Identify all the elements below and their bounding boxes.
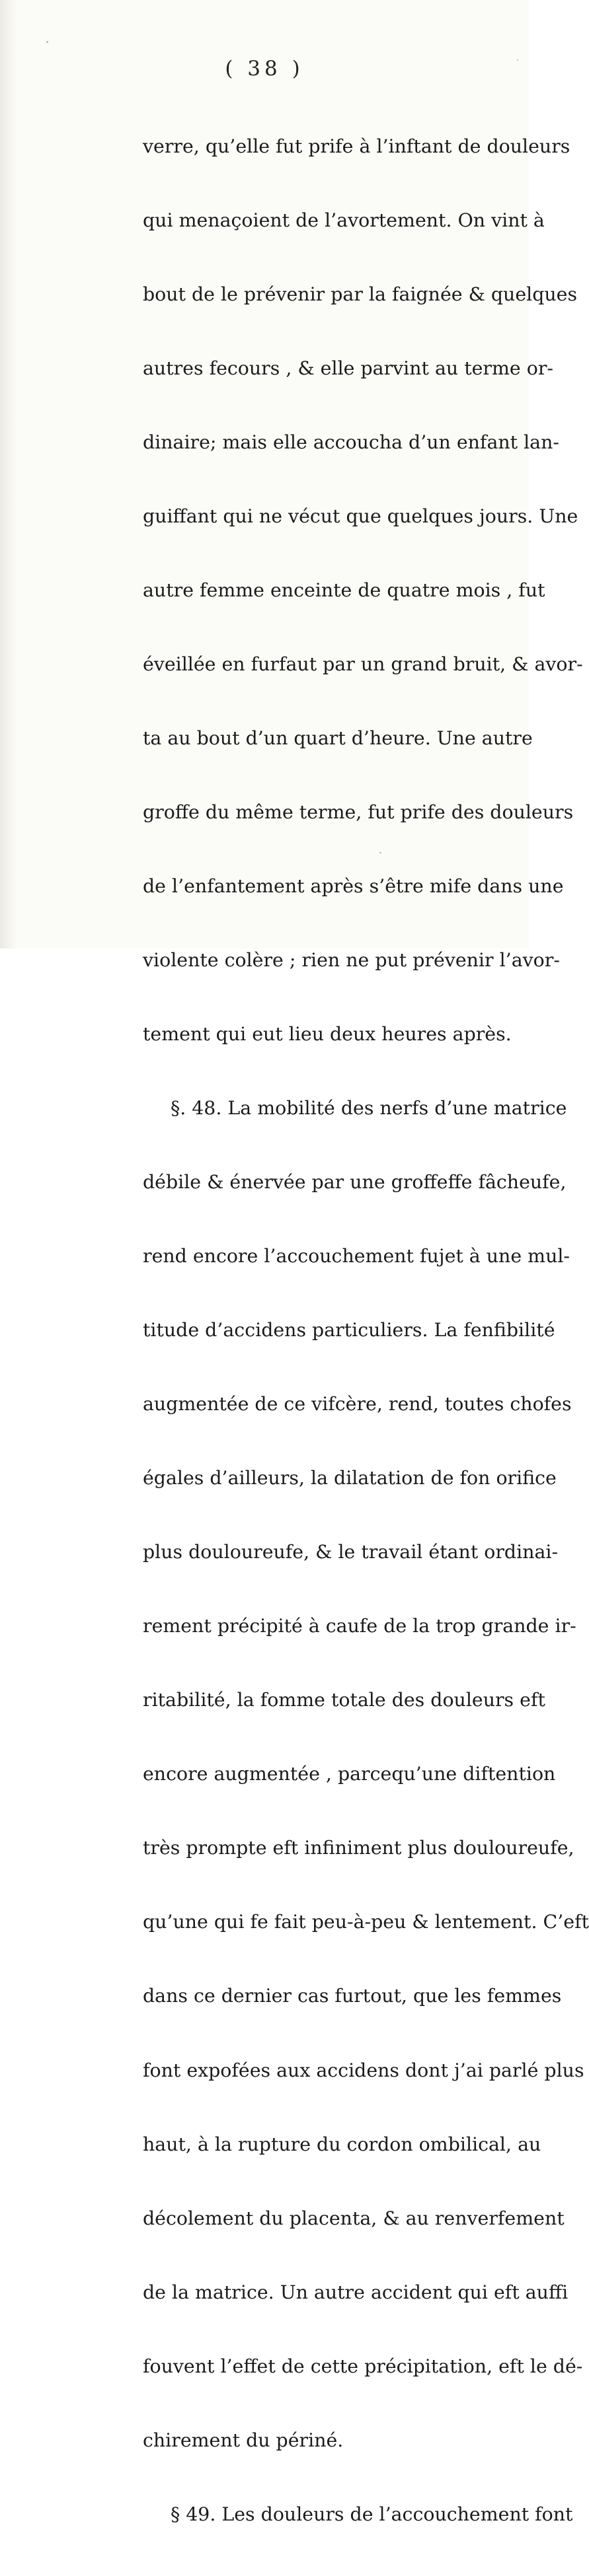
text-line: dinaire; mais elle accoucha d’un enfant lan- bbox=[143, 431, 559, 453]
text-line: bout de le prévenir par la faignée & quelques bbox=[143, 283, 578, 305]
text-line: groffe du même terme, fut prife des douleurs bbox=[143, 801, 574, 823]
page-number: ( 38 ) bbox=[225, 57, 304, 81]
text-line: éveillée en furfaut par un grand bruit, & avor- bbox=[143, 653, 583, 675]
paper-speck bbox=[517, 59, 518, 61]
text-line: encore augmentée , parcequ’une diftention bbox=[143, 1763, 556, 1785]
paper-speck bbox=[46, 41, 48, 43]
text-line: rend encore l’accouchement fujet à une mul- bbox=[143, 1245, 570, 1268]
text-line: dans ce dernier cas furtout, que les femmes bbox=[143, 1985, 562, 2007]
text-line: de l’enfantement après s’être mife dans une bbox=[143, 875, 564, 897]
text-line: autre femme enceinte de quatre mois , fut bbox=[143, 579, 545, 601]
text-line: tement qui eut lieu deux heures après. bbox=[143, 1023, 512, 1046]
text-line: augmentée de ce vifcère, rend, toutes chofes bbox=[143, 1393, 572, 1415]
page-edge-shadow bbox=[0, 0, 17, 948]
text-line: décolement du placenta, & au renverfement bbox=[143, 2207, 565, 2229]
text-line: qu’une qui fe fait peu-à-peu & lentement. C’eft bbox=[143, 1911, 589, 1933]
text-line: verre, qu’elle fut prife à l’inftant de douleurs bbox=[143, 135, 570, 157]
section-heading-line: §. 48. La mobilité des nerfs d’une matrice bbox=[171, 1097, 567, 1120]
text-line: autres fecours , & elle parvint au terme or- bbox=[143, 357, 554, 379]
text-line: rement précipité à caufe de la trop grande ir- bbox=[143, 1615, 576, 1637]
text-line: font expofées aux accidens dont j’ai parlé plus bbox=[143, 2059, 584, 2081]
text-line: haut, à la rupture du cordon ombilical, au bbox=[143, 2133, 541, 2155]
text-line: égales d’ailleurs, la dilatation de fon orifice bbox=[143, 1467, 557, 1489]
text-line: plus douloureufe, & le travail étant ordinai- bbox=[143, 1541, 559, 1563]
text-line: fouvent l’effet de cette précipitation, eft le dé- bbox=[143, 2355, 583, 2377]
text-line: très prompte eft infiniment plus douloureufe, bbox=[143, 1837, 574, 1859]
text-line: guiffant qui ne vécut que quelques jours. Une bbox=[143, 505, 578, 527]
text-line: qui menaçoient de l’avortement. On vint à bbox=[143, 209, 545, 231]
section-heading-line: § 49. Les douleurs de l’accouchement font bbox=[171, 2503, 573, 2525]
text-line: chirement du périné. bbox=[143, 2429, 344, 2451]
text-line: ritabilité, la fomme totale des douleurs eft bbox=[143, 1689, 545, 1711]
text-line: de la matrice. Un autre accident qui eft auffi bbox=[143, 2281, 569, 2303]
paper-speck bbox=[379, 852, 381, 853]
body-text bbox=[143, 85, 589, 2576]
text-line: ta au bout d’un quart d’heure. Une autre bbox=[143, 727, 533, 749]
text-line: titude d’accidens particuliers. La fenfibilité bbox=[143, 1319, 555, 1342]
text-line: débile & énervée par une groffeffe fâcheufe, bbox=[143, 1171, 567, 1194]
text-line: violente colère ; rien ne put prévenir l’avor- bbox=[143, 949, 560, 972]
